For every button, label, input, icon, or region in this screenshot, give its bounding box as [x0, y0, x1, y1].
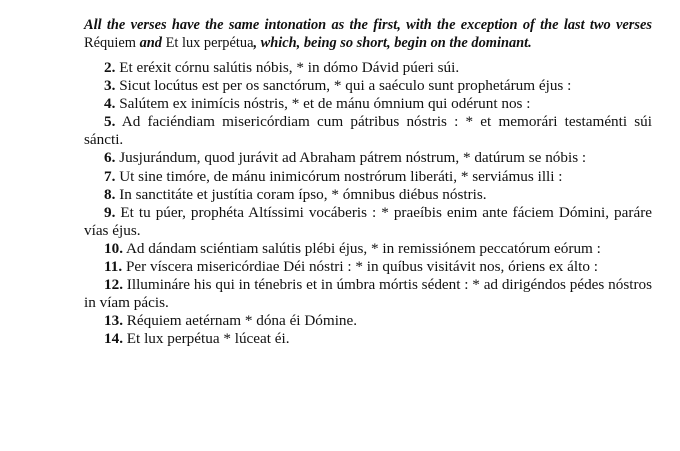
verse-number: 5.: [104, 113, 116, 131]
verse-7: [84, 168, 652, 186]
verse-list: [84, 59, 652, 349]
verse-number: 2.: [104, 59, 116, 76]
verse-9: [84, 204, 652, 240]
verse-3: [84, 77, 652, 95]
verse-4: [84, 95, 652, 113]
verse-number: 7.: [104, 167, 116, 185]
verse-10: [84, 240, 652, 258]
verse-14: [84, 330, 652, 348]
verse-6: [84, 149, 652, 167]
verse-text: In sanctitáte et justítia coram ípso, * ómnibus diébus nóstris.: [119, 185, 487, 203]
verse-text: Réquiem aetérnam * dóna éi Dómine.: [126, 312, 358, 330]
verse-text: Et lux perpétua * lúceat éi.: [126, 330, 290, 348]
verse-text: Et tu púer, prophéta Altíssimi vocáberis : * praeíbis enim ante fáciem Dómini, paráre vías éjus.: [84, 203, 652, 239]
verse-5: [84, 113, 652, 149]
verse-2: [84, 59, 652, 77]
rubric-text-2: , which, being so short, begin on the dominant.: [253, 34, 532, 51]
verse-text: Ad dándam sciéntiam salútis plébi éjus, * in remissiónem peccatórum eórum :: [125, 239, 601, 257]
rubric-et-lux: Et lux perpétua: [165, 34, 254, 51]
verse-text: Ut sine timóre, de mánu inimicórum nostrórum liberáti, * serviámus illi :: [119, 167, 563, 185]
verse-number: 14.: [104, 330, 123, 348]
verse-11: [84, 258, 652, 276]
verse-text: Salútem ex inimícis nóstris, * et de mánu ómnium qui odérunt nos :: [119, 95, 531, 113]
verse-number: 4.: [104, 95, 116, 113]
verse-13: [84, 312, 652, 330]
verse-number: 6.: [104, 149, 116, 167]
verse-number: 8.: [104, 185, 116, 203]
verse-text: Ad faciéndiam misericórdiam cum pátribus nóstris : * et memorári testaménti súi sáncti.: [84, 113, 652, 149]
verse-number: 12.: [104, 276, 123, 294]
rubric-text-1: All the verses have the same intonation as the first, with the exception of the last two verses: [84, 17, 652, 34]
verse-number: 13.: [104, 312, 123, 330]
rubric-and: and: [135, 34, 166, 51]
verse-text: Per víscera misericórdiae Déi nóstri : * in quíbus visitávit nos, óriens ex álto :: [125, 258, 598, 276]
verse-number: 10.: [104, 239, 123, 257]
verse-number: 11.: [104, 258, 123, 276]
verse-text: Sicut locútus est per os sanctórum, * qui a saéculo sunt prophetárum éjus :: [119, 77, 572, 95]
rubric-instruction: [84, 17, 652, 52]
verse-text: Jusjurándum, quod jurávit ad Abraham pátrem nóstrum, * datúrum se nóbis :: [119, 149, 587, 167]
verse-text: Et eréxit córnu salútis nóbis, * in dómo Dávid púeri súi.: [119, 59, 460, 76]
verse-text: Illumináre his qui in ténebris et in úmbra mórtis sédent : * ad dirigéndos pédes nóstros in víam pácis.: [84, 276, 653, 312]
verse-number: 3.: [104, 77, 116, 95]
verse-12: [84, 276, 652, 312]
verse-number: 9.: [104, 203, 116, 221]
rubric-requiem: Réquiem: [84, 34, 136, 51]
verse-8: [84, 186, 652, 204]
